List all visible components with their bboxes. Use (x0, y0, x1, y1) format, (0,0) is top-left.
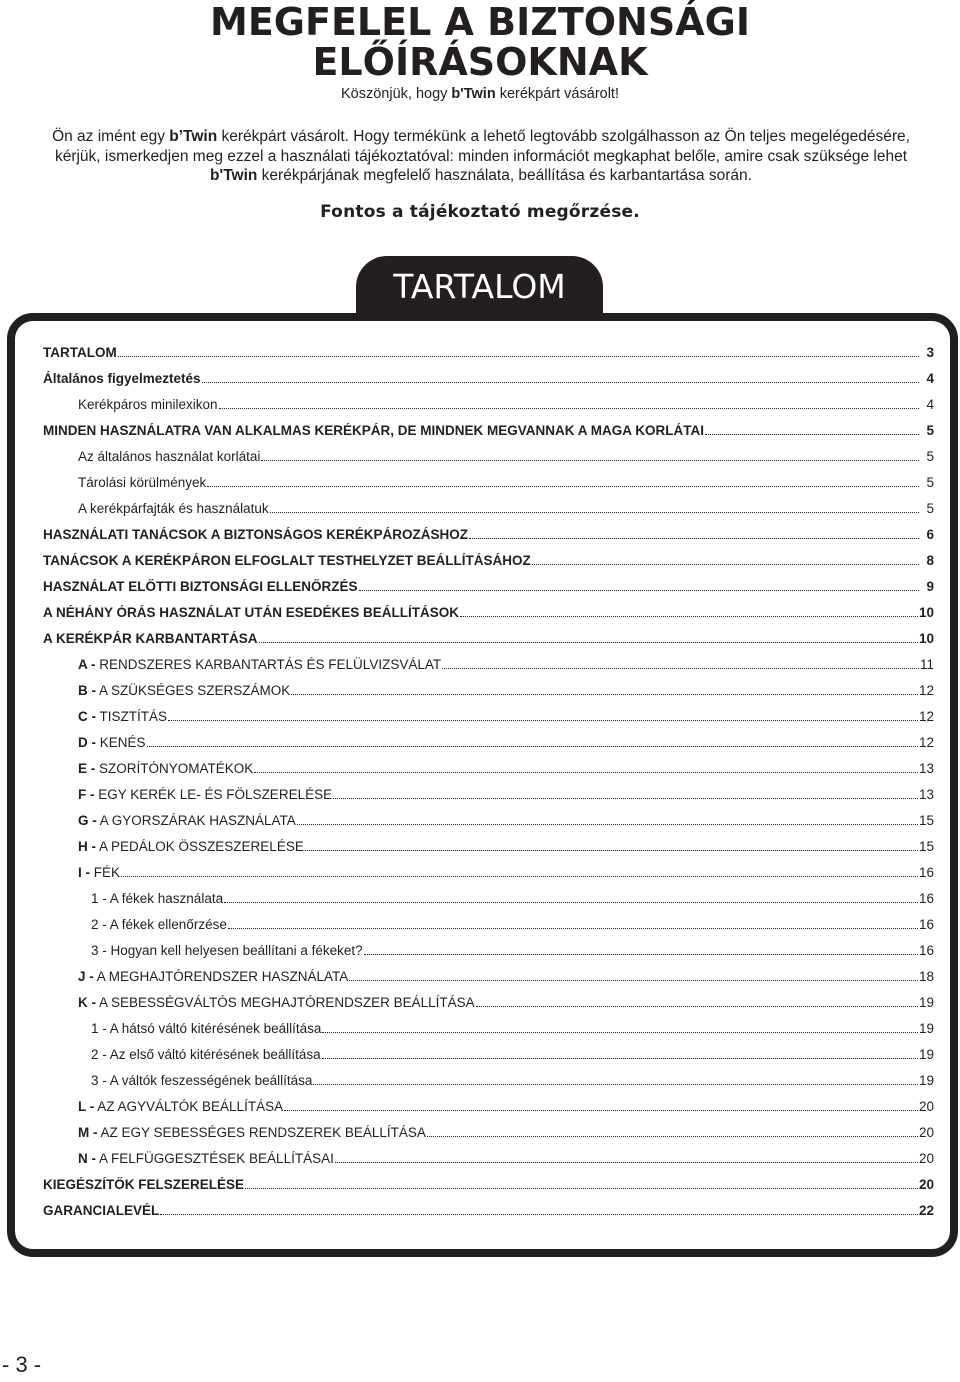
toc-entry-label: TANÁCSOK A KERÉKPÁRON ELFOGLALT TESTHELYZET BEÁLLÍTÁSÁHOZ (43, 553, 531, 568)
toc-entry-label: 3 - Hogyan kell helyesen beállítani a fékeket? (91, 943, 363, 958)
page-title-line-2: ELŐÍRÁSOKNAK (312, 40, 648, 84)
thanks-brand: b'Twin (451, 86, 496, 102)
toc-entry[interactable] (43, 449, 934, 475)
toc-entry-page: 9 (926, 579, 934, 594)
toc-entry-label: Kerékpáros minilexikon (78, 397, 218, 412)
toc-entry-label: 1 - A fékek használata (91, 891, 224, 906)
intro-line-1-brand: b’Twin (169, 128, 218, 145)
toc-entry-page: 15 (918, 839, 934, 854)
toc-entry-label: 1 - A hátsó váltó kitérésének beállítása (91, 1021, 322, 1036)
toc-entry[interactable] (43, 553, 934, 579)
toc-entry-letter: M - (78, 1125, 98, 1140)
toc-entry[interactable] (43, 475, 934, 501)
toc-entry-label: A NÉHÁNY ÓRÁS HASZNÁLAT UTÁN ESEDÉKES BEÁLLÍTÁSOK (43, 605, 460, 620)
toc-entry[interactable] (43, 917, 934, 943)
toc-entry-page: 20 (918, 1177, 934, 1192)
toc-entry-page: 5 (926, 475, 934, 490)
toc-entry-leader (335, 1162, 918, 1163)
intro-line-1 (36, 127, 926, 147)
toc-entry[interactable] (43, 1047, 934, 1073)
toc-entry[interactable] (43, 891, 934, 917)
toc-entry-page: 12 (918, 683, 934, 698)
toc-entry-page: 16 (918, 891, 934, 906)
toc-entry[interactable] (43, 397, 934, 423)
page-number: - 3 - (2, 1352, 42, 1377)
toc-entry-label: 3 - A váltók feszességének beállítása (91, 1073, 313, 1088)
toc-entry[interactable] (43, 1151, 934, 1177)
page-title (0, 2, 960, 82)
toc-entry-label: 2 - A fékek ellenőrzése (91, 917, 227, 932)
toc-entry-page: 12 (918, 709, 934, 724)
toc-entry[interactable] (43, 1073, 934, 1099)
toc-entry-leader (442, 668, 919, 669)
intro-paragraph (36, 127, 926, 186)
toc-entry-leader (160, 1214, 918, 1215)
toc-entry-leader (224, 902, 918, 903)
toc-entry-leader (261, 460, 919, 461)
toc-entry-letter: E - (78, 761, 96, 776)
toc-entry-label: MINDEN HASZNÁLATRA VAN ALKALMAS KERÉKPÁR, DE MINDNEK MEGVANNAK A MAGA KORLÁTAI (43, 423, 704, 438)
toc-entry[interactable] (43, 605, 934, 631)
toc-entry-leader (333, 798, 918, 799)
toc-entry-leader (322, 1058, 918, 1059)
toc-entry-text: SZORÍTÓNYOMATÉKOK (95, 761, 254, 776)
toc-entry-text: A MEGHAJTÓRENDSZER HASZNÁLATA (93, 969, 349, 984)
toc-entry[interactable] (43, 995, 934, 1021)
toc-entry-leader (219, 408, 919, 409)
toc-entry[interactable] (43, 683, 934, 709)
toc-entry-text: A PEDÁLOK ÖSSZESZERELÉSE (96, 839, 304, 854)
toc-entry[interactable] (43, 787, 934, 813)
toc-entry[interactable] (43, 657, 934, 683)
toc-entry-leader (476, 1006, 918, 1007)
toc-entry-page: 13 (918, 787, 934, 802)
toc-entry-label (78, 761, 253, 776)
toc-entry-label: GARANCIALEVÉL (43, 1203, 160, 1218)
toc-entry-label (78, 865, 120, 880)
toc-entry-leader (532, 564, 919, 565)
toc-entry-page: 16 (918, 865, 934, 880)
toc-entry[interactable] (43, 969, 934, 995)
toc-entry-letter: I - (78, 865, 90, 880)
keep-notice: Fontos a tájékoztató megőrzése. (320, 202, 640, 222)
intro-line-1-pre: Ön az imént egy (52, 128, 170, 145)
toc-entry-text: KENÉS (96, 735, 146, 750)
toc-entry-label (78, 1125, 426, 1140)
toc-entry-label: KIEGÉSZÍTŐK FELSZERELÉSE (43, 1177, 245, 1192)
toc-entry-page: 22 (918, 1203, 934, 1218)
toc-entry-label (78, 735, 146, 750)
toc-entry-label: 2 - Az első váltó kitérésének beállítása (91, 1047, 321, 1062)
toc-entry-text: A FELFÜGGESZTÉSEK BEÁLLÍTÁSAI (96, 1151, 334, 1166)
toc-entry-letter: G - (78, 813, 97, 828)
toc-entry-page: 3 (926, 345, 934, 360)
toc-entry-page: 18 (918, 969, 934, 984)
toc-entry[interactable] (43, 1125, 934, 1151)
intro-line-1-post: kerékpárt vásárolt. Hogy termékünk a lehető legtovább szolgálhasson az Ön teljes megelégedésére, (217, 128, 910, 145)
toc-entry-page: 20 (918, 1099, 934, 1114)
toc-entry-page: 4 (926, 371, 934, 386)
toc-entry[interactable] (43, 345, 934, 371)
toc-entry-label: HASZNÁLAT ELŐTTI BIZTONSÁGI ELLENŐRZÉS (43, 579, 358, 594)
thanks-pre: Köszönjük, hogy (340, 86, 452, 102)
toc-entry-label: Az általános használat korlátai (78, 449, 261, 464)
toc-entry-page: 19 (918, 995, 934, 1010)
toc-entry-text: A SEBESSÉGVÁLTÓS MEGHAJTÓRENDSZER BEÁLLÍTÁSA (96, 995, 475, 1010)
toc-entry-text: A SZÜKSÉGES SZERSZÁMOK (96, 683, 291, 698)
toc-entry-text: AZ AGYVÁLTÓK BEÁLLÍTÁSA (94, 1099, 284, 1114)
toc-entry-letter: A - (78, 657, 96, 672)
toc-entry-leader (207, 486, 919, 487)
toc-entry-page: 4 (926, 397, 934, 412)
intro-line-3 (36, 166, 926, 186)
toc-entry[interactable] (43, 839, 934, 865)
toc-entry-label: Tárolási körülmények (78, 475, 207, 490)
toc-entry-letter: J - (78, 969, 94, 984)
toc-entry[interactable] (43, 1021, 934, 1047)
toc-entry-page: 10 (918, 605, 934, 620)
toc-entry[interactable] (43, 1099, 934, 1125)
toc-entry-label (78, 995, 475, 1010)
toc-entry-leader (359, 590, 920, 591)
toc-entry[interactable] (43, 579, 934, 605)
toc-entry-page: 12 (918, 735, 934, 750)
toc-entry-page: 20 (918, 1151, 934, 1166)
toc-entry-leader (313, 1084, 918, 1085)
toc-entry-letter: F - (78, 787, 95, 802)
toc-entry[interactable] (43, 865, 934, 891)
toc-entry-page: 15 (918, 813, 934, 828)
toc-entry[interactable] (43, 423, 934, 449)
toc-entry-leader (297, 824, 918, 825)
toc-entry[interactable] (43, 761, 934, 787)
toc-entry-page: 5 (926, 449, 934, 464)
toc-entry-leader (460, 616, 918, 617)
toc-entry-leader (427, 1136, 918, 1137)
toc-entry-text: AZ EGY SEBESSÉGES RENDSZEREK BEÁLLÍTÁSA (97, 1125, 426, 1140)
toc-entry-leader (284, 1110, 918, 1111)
toc-entry-text: EGY KERÉK LE- ÉS FÖLSZERELÉSE (94, 787, 333, 802)
toc-entry-text: A GYORSZÁRAK HASZNÁLATA (96, 813, 296, 828)
toc-entry-leader (202, 382, 919, 383)
toc-entry-leader (254, 772, 918, 773)
toc-entry-letter: K - (78, 995, 96, 1010)
toc-entry-page: 10 (918, 631, 934, 646)
toc-entry-label (78, 657, 441, 672)
toc-entry-leader (121, 876, 918, 877)
toc-entry-label: Általános figyelmeztetés (43, 371, 201, 386)
toc-entry-letter: B - (78, 683, 96, 698)
toc-entry-page: 16 (918, 943, 934, 958)
toc-entry-label (78, 1151, 334, 1166)
toc-entry-leader (168, 720, 918, 721)
toc-entry-page: 19 (918, 1073, 934, 1088)
toc-entry-leader (147, 746, 918, 747)
toc-entry[interactable] (43, 527, 934, 553)
toc-entry[interactable] (43, 501, 934, 527)
toc-entry-letter: C - (78, 709, 96, 724)
toc-entry-label (78, 813, 296, 828)
toc-entry-label (78, 683, 290, 698)
toc-entry-page: 11 (919, 657, 934, 672)
toc-entry[interactable] (43, 735, 934, 761)
toc-entry-leader (291, 694, 918, 695)
toc-entry-letter: L - (78, 1099, 95, 1114)
toc-entry-label: TARTALOM (43, 345, 117, 360)
toc-entry-label (78, 839, 304, 854)
toc-entry-page: 19 (918, 1021, 934, 1036)
toc-entry-letter: D - (78, 735, 96, 750)
toc-entry-text: RENDSZERES KARBANTARTÁS ÉS FELÜLVIZSVÁLAT (95, 657, 442, 672)
toc-entry-page: 16 (918, 917, 934, 932)
toc-entry-label: A kerékpárfajták és használatuk (78, 501, 269, 516)
toc-entry[interactable] (43, 1203, 934, 1229)
toc-entry-page: 19 (918, 1047, 934, 1062)
toc-entry-text: TISZTÍTÁS (96, 709, 168, 724)
toc-entry[interactable] (43, 943, 934, 969)
toc-entry-page: 6 (926, 527, 934, 542)
page-title-line-1: MEGFELEL A BIZTONSÁGI (210, 0, 750, 44)
intro-line-3-brand: b'Twin (210, 167, 258, 184)
intro-line-2: kérjük, ismerkedjen meg ezzel a használati tájékoztatóval: minden információt megkaphat belőle, amire csak szüksége lehet (54, 147, 908, 165)
toc-entry-leader (118, 356, 919, 357)
toc-entry-text: FÉK (90, 865, 121, 880)
toc-entry-leader (305, 850, 918, 851)
thanks-post: kerékpárt vásárolt! (495, 86, 619, 102)
toc-entry-leader (364, 954, 918, 955)
toc-entry-leader (259, 642, 918, 643)
toc-entry-letter: N - (78, 1151, 96, 1166)
toc-entry-label (78, 709, 167, 724)
toc-entry-page: 5 (926, 423, 934, 438)
thank-you-line (0, 86, 960, 102)
toc-entry-page: 8 (926, 553, 934, 568)
toc-entry-page: 20 (918, 1125, 934, 1140)
toc-entry[interactable] (43, 709, 934, 735)
toc-entry-page: 13 (918, 761, 934, 776)
toc-entry-leader (245, 1188, 918, 1189)
toc-entry-label (78, 969, 348, 984)
toc-entry[interactable] (43, 631, 934, 657)
toc-heading-tab: TARTALOM (356, 256, 603, 318)
toc-entry-label: A KERÉKPÁR KARBANTARTÁSA (43, 631, 258, 646)
toc-entry-leader (349, 980, 918, 981)
toc-entry-leader (270, 512, 919, 513)
toc-entry-label (78, 1099, 283, 1114)
toc-list (43, 345, 934, 1229)
toc-entry[interactable] (43, 1177, 934, 1203)
toc-entry-leader (322, 1032, 918, 1033)
toc-entry-leader (228, 928, 918, 929)
toc-entry-letter: H - (78, 839, 96, 854)
toc-entry-label: HASZNÁLATI TANÁCSOK A BIZTONSÁGOS KERÉKPÁROZÁSHOZ (43, 527, 468, 542)
toc-entry-label (78, 787, 332, 802)
intro-line-3-post: kerékpárjának megfelelő használata, beállítása és karbantartása során. (257, 167, 752, 184)
toc-entry[interactable] (43, 371, 934, 397)
toc-entry[interactable] (43, 813, 934, 839)
toc-entry-leader (469, 538, 919, 539)
toc-entry-leader (705, 434, 919, 435)
toc-entry-page: 5 (926, 501, 934, 516)
